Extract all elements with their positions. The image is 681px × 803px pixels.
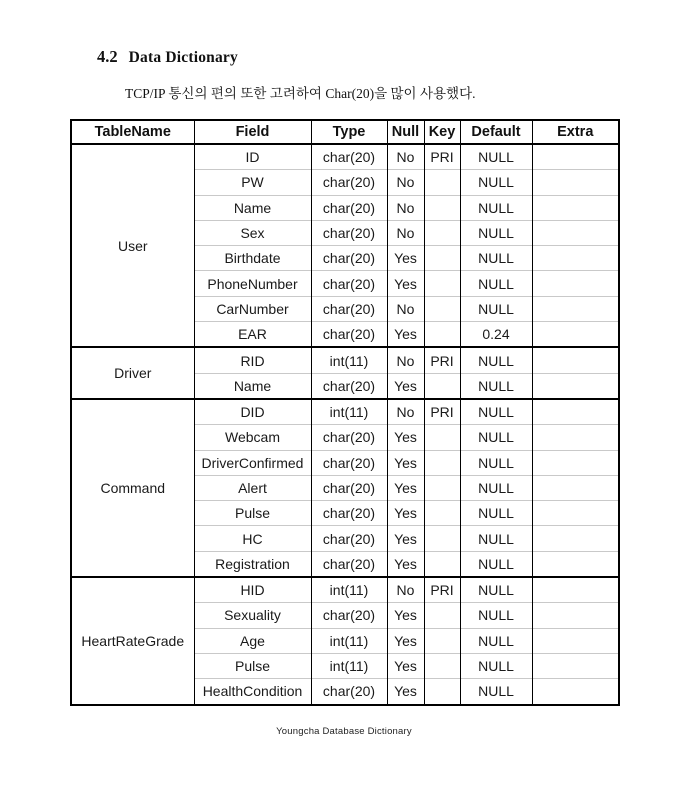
null-cell: Yes <box>387 425 424 450</box>
extra-cell <box>532 271 619 296</box>
extra-cell <box>532 679 619 705</box>
null-cell: No <box>387 144 424 170</box>
default-cell: NULL <box>460 526 532 551</box>
table-row <box>71 399 619 425</box>
type-cell: char(20) <box>311 322 387 348</box>
null-cell: Yes <box>387 679 424 705</box>
default-cell: 0.24 <box>460 322 532 348</box>
null-cell: Yes <box>387 603 424 628</box>
default-cell: NULL <box>460 653 532 678</box>
intro-text: TCP/IP 통신의 편의 또한 고려하여 Char(20)을 많이 사용했다. <box>125 86 476 101</box>
table-row <box>71 144 619 170</box>
field-cell: Registration <box>194 551 311 577</box>
key-cell <box>424 526 460 551</box>
section-number: 4.2 <box>97 47 118 66</box>
field-cell: HC <box>194 526 311 551</box>
default-cell: NULL <box>460 373 532 399</box>
extra-cell <box>532 220 619 245</box>
extra-cell <box>532 526 619 551</box>
key-cell <box>424 246 460 271</box>
field-cell: CarNumber <box>194 296 311 321</box>
type-cell: char(20) <box>311 425 387 450</box>
null-cell: Yes <box>387 653 424 678</box>
default-cell: NULL <box>460 170 532 195</box>
field-cell: PhoneNumber <box>194 271 311 296</box>
key-cell <box>424 551 460 577</box>
extra-cell <box>532 144 619 170</box>
default-cell: NULL <box>460 347 532 373</box>
field-cell: Pulse <box>194 653 311 678</box>
key-cell <box>424 195 460 220</box>
table-name-cell: Driver <box>71 347 194 399</box>
column-header-field: Field <box>194 120 311 144</box>
section-title: Data Dictionary <box>128 49 238 66</box>
column-header-key: Key <box>424 120 460 144</box>
extra-cell <box>532 450 619 475</box>
default-cell: NULL <box>460 628 532 653</box>
field-cell: Name <box>194 373 311 399</box>
key-cell <box>424 425 460 450</box>
key-cell: PRI <box>424 347 460 373</box>
type-cell: char(20) <box>311 475 387 500</box>
null-cell: No <box>387 296 424 321</box>
section-heading <box>97 42 238 69</box>
type-cell: char(20) <box>311 144 387 170</box>
field-cell: EAR <box>194 322 311 348</box>
column-header-tablename: TableName <box>71 120 194 144</box>
extra-cell <box>532 322 619 348</box>
type-cell: char(20) <box>311 526 387 551</box>
key-cell: PRI <box>424 144 460 170</box>
key-cell <box>424 271 460 296</box>
null-cell: Yes <box>387 501 424 526</box>
null-cell: Yes <box>387 551 424 577</box>
extra-cell <box>532 373 619 399</box>
key-cell <box>424 501 460 526</box>
field-cell: HID <box>194 577 311 603</box>
type-cell: char(20) <box>311 551 387 577</box>
field-cell: Age <box>194 628 311 653</box>
type-cell: int(11) <box>311 347 387 373</box>
default-cell: NULL <box>460 425 532 450</box>
table-name-cell: Command <box>71 399 194 577</box>
field-cell: DriverConfirmed <box>194 450 311 475</box>
field-cell: Pulse <box>194 501 311 526</box>
type-cell: char(20) <box>311 220 387 245</box>
type-cell: char(20) <box>311 373 387 399</box>
key-cell <box>424 679 460 705</box>
null-cell: No <box>387 577 424 603</box>
type-cell: int(11) <box>311 577 387 603</box>
extra-cell <box>532 425 619 450</box>
extra-cell <box>532 628 619 653</box>
field-cell: RID <box>194 347 311 373</box>
table-row <box>71 347 619 373</box>
type-cell: char(20) <box>311 271 387 296</box>
key-cell <box>424 296 460 321</box>
extra-cell <box>532 653 619 678</box>
table-row <box>71 577 619 603</box>
field-cell: DID <box>194 399 311 425</box>
key-cell <box>424 653 460 678</box>
default-cell: NULL <box>460 501 532 526</box>
default-cell: NULL <box>460 271 532 296</box>
default-cell: NULL <box>460 399 532 425</box>
default-cell: NULL <box>460 679 532 705</box>
null-cell: No <box>387 220 424 245</box>
null-cell: Yes <box>387 271 424 296</box>
extra-cell <box>532 577 619 603</box>
field-cell: Name <box>194 195 311 220</box>
field-cell: PW <box>194 170 311 195</box>
extra-cell <box>532 195 619 220</box>
null-cell: No <box>387 170 424 195</box>
key-cell <box>424 373 460 399</box>
extra-cell <box>532 501 619 526</box>
type-cell: char(20) <box>311 170 387 195</box>
default-cell: NULL <box>460 577 532 603</box>
key-cell <box>424 603 460 628</box>
field-cell: HealthCondition <box>194 679 311 705</box>
null-cell: No <box>387 195 424 220</box>
null-cell: No <box>387 347 424 373</box>
table-header-row <box>71 120 619 144</box>
type-cell: int(11) <box>311 399 387 425</box>
footer-caption: Youngcha Database Dictionary <box>276 726 412 737</box>
default-cell: NULL <box>460 220 532 245</box>
column-header-null: Null <box>387 120 424 144</box>
type-cell: char(20) <box>311 450 387 475</box>
extra-cell <box>532 347 619 373</box>
null-cell: Yes <box>387 450 424 475</box>
table-name-cell: HeartRateGrade <box>71 577 194 704</box>
column-header-extra: Extra <box>532 120 619 144</box>
default-cell: NULL <box>460 450 532 475</box>
field-cell: Sexuality <box>194 603 311 628</box>
type-cell: char(20) <box>311 195 387 220</box>
extra-cell <box>532 170 619 195</box>
extra-cell <box>532 296 619 321</box>
extra-cell <box>532 399 619 425</box>
null-cell: Yes <box>387 628 424 653</box>
field-cell: Alert <box>194 475 311 500</box>
default-cell: NULL <box>460 603 532 628</box>
key-cell <box>424 220 460 245</box>
type-cell: char(20) <box>311 603 387 628</box>
null-cell: Yes <box>387 373 424 399</box>
extra-cell <box>532 551 619 577</box>
null-cell: Yes <box>387 526 424 551</box>
null-cell: Yes <box>387 475 424 500</box>
key-cell <box>424 475 460 500</box>
data-dictionary-table <box>70 119 620 706</box>
type-cell: char(20) <box>311 246 387 271</box>
type-cell: int(11) <box>311 653 387 678</box>
default-cell: NULL <box>460 475 532 500</box>
key-cell: PRI <box>424 399 460 425</box>
extra-cell <box>532 246 619 271</box>
type-cell: char(20) <box>311 501 387 526</box>
type-cell: char(20) <box>311 679 387 705</box>
key-cell <box>424 628 460 653</box>
default-cell: NULL <box>460 144 532 170</box>
column-header-default: Default <box>460 120 532 144</box>
default-cell: NULL <box>460 195 532 220</box>
extra-cell <box>532 603 619 628</box>
field-cell: Webcam <box>194 425 311 450</box>
field-cell: Birthdate <box>194 246 311 271</box>
null-cell: Yes <box>387 322 424 348</box>
null-cell: No <box>387 399 424 425</box>
field-cell: Sex <box>194 220 311 245</box>
default-cell: NULL <box>460 296 532 321</box>
field-cell: ID <box>194 144 311 170</box>
type-cell: char(20) <box>311 296 387 321</box>
extra-cell <box>532 475 619 500</box>
default-cell: NULL <box>460 246 532 271</box>
default-cell: NULL <box>460 551 532 577</box>
table-name-cell: User <box>71 144 194 347</box>
type-cell: int(11) <box>311 628 387 653</box>
key-cell <box>424 322 460 348</box>
column-header-type: Type <box>311 120 387 144</box>
null-cell: Yes <box>387 246 424 271</box>
key-cell <box>424 170 460 195</box>
key-cell <box>424 450 460 475</box>
key-cell: PRI <box>424 577 460 603</box>
